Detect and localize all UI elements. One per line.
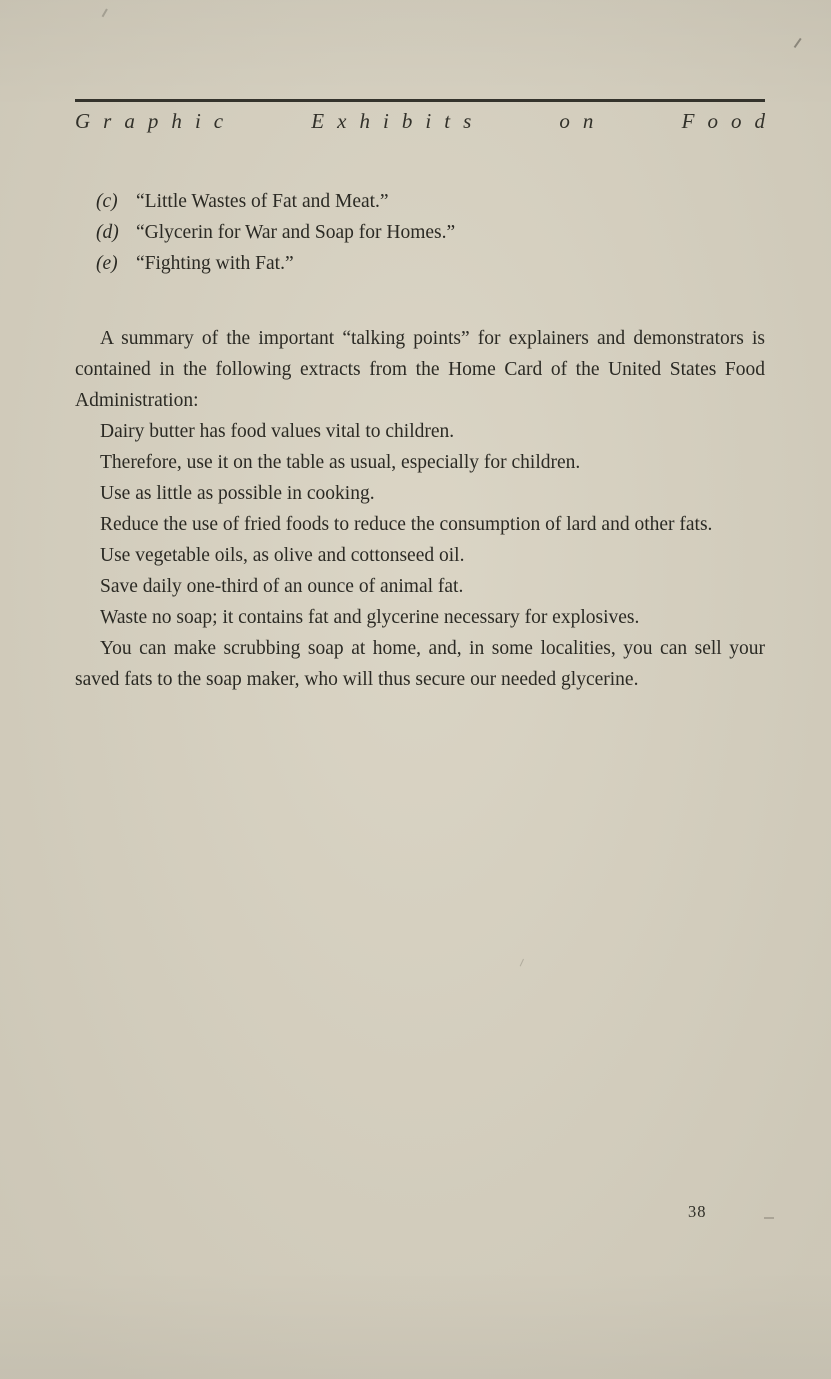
page-header <box>75 99 779 134</box>
scan-artifact <box>520 959 525 967</box>
list-item-label: (e) <box>96 253 118 274</box>
scan-artifact <box>102 8 108 17</box>
list-item <box>75 248 765 279</box>
paragraph: Save daily one-third of an ounce of animal fat. <box>100 576 464 597</box>
list-item-text: “Glycerin for War and Soap for Homes.” <box>136 222 456 243</box>
running-header-word: Food <box>681 109 779 133</box>
paragraphs <box>75 323 765 695</box>
page-body <box>75 186 765 695</box>
running-header <box>75 109 779 134</box>
scan-artifact <box>764 1217 774 1219</box>
paragraph: Use vegetable oils, as olive and cottonseed oil. <box>100 545 465 566</box>
paragraph: Reduce the use of fried foods to reduce the consumption of lard and other fats. <box>100 514 713 535</box>
list-item <box>75 217 765 248</box>
running-header-word: Graphic <box>75 109 237 133</box>
paragraph: Therefore, use it on the table as usual, especially for children. <box>100 452 581 473</box>
header-rule <box>75 99 765 102</box>
page-number: 38 <box>688 1202 707 1221</box>
running-header-word: on <box>559 109 607 133</box>
list-item <box>75 186 765 217</box>
paragraph: Use as little as possible in cooking. <box>100 483 375 504</box>
running-header-word: Exhibits <box>311 109 485 133</box>
list-item-text: “Little Wastes of Fat and Meat.” <box>136 191 389 212</box>
scan-artifact <box>794 38 802 48</box>
list-item-label: (d) <box>96 222 119 243</box>
list-item-text: “Fighting with Fat.” <box>136 253 294 274</box>
exhibit-list <box>75 186 765 279</box>
paragraph: You can make scrubbing soap at home, and, in some localities, you can sell your saved fats to the soap maker, who will thus secure our needed glycerine. <box>75 638 765 690</box>
list-item-label: (c) <box>96 191 118 212</box>
paragraph: Dairy butter has food values vital to children. <box>100 421 455 442</box>
paragraph: Waste no soap; it contains fat and glycerine necessary for explosives. <box>100 607 640 628</box>
paragraph: A summary of the important “talking points” for explainers and demonstrators is contained in the following extracts from the Home Card of the United States Food Administration: <box>75 328 765 411</box>
